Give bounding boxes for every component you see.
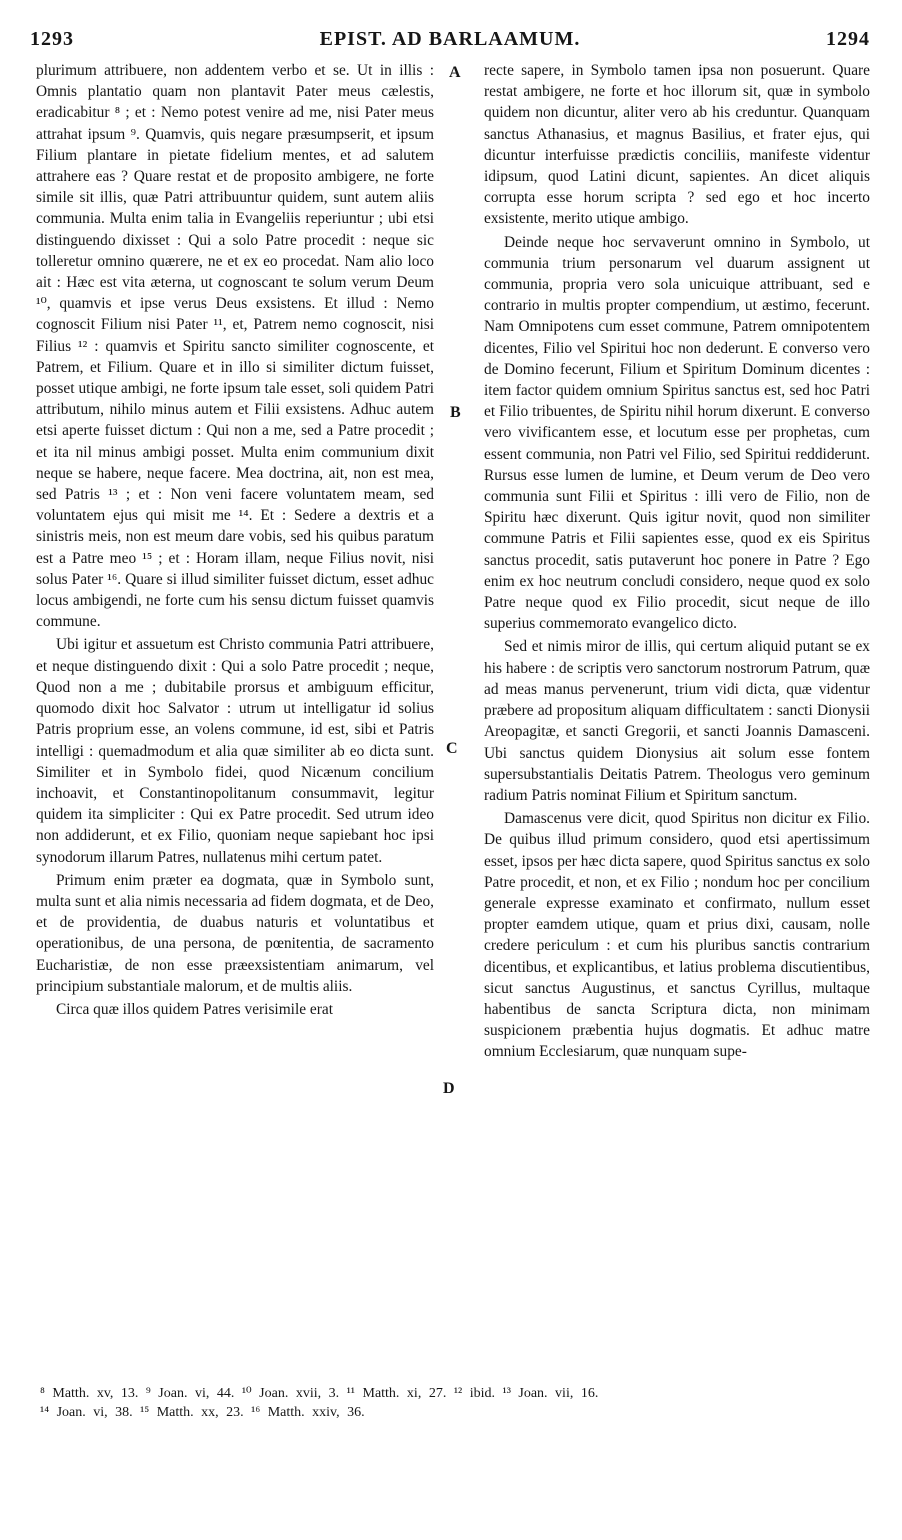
left-paragraph-2: Ubi igitur et assuetum est Christo communia Patri attribuere, et neque distinguendo dixit : Qui a solo Patre procedit ; neque, Quod non a me ; dubitabile prorsus et ambiguum efficitur, quomodo dixit hoc Salvator : utrum ut intelligatur id solius Patris proprium esse, an volens commune, id est, sibi et Patris intelligi : quemadmodum et alia quæ similiter ab eo dicta sunt. Similiter et in Symbolo fidei, quod Nicænum concilium inchoavit, et Constantinopolitanum consummavit, legitur quidem ita simpliciter : Qui ex Patre procedit. Sed utrum ideo non addiderunt, et ex Filio, quoniam neque sapiebant hoc ipsi synodorum illarum Patres, nullatenus mihi certum patet.	[36, 636, 434, 866]
section-marker-b: B	[450, 404, 461, 421]
section-marker-c: C	[446, 740, 458, 757]
footnote-line-1: ⁸ Matth. xv, 13. ⁹ Joan. vi, 44. ¹⁰ Joan. xvii, 3. ¹¹ Matth. xi, 27. ¹² ibid. ¹³ Joan. vii, 16.	[40, 1386, 599, 1401]
left-paragraph-1: plurimum attribuere, non addentem verbo et se. Ut in illis : Omnis plantatio quam non plantavit Pater meus cælestis, eradicabitur ⁸ ; et : Nemo potest venire ad me, nisi Pater meus attrahat ipsum ⁹. Quamvis, quis negare præsumpserit, et ipsum Filium plantare in pietate fidelium mentes, et ad salutem attrahere eas ? Quare restat et de proposito ambigere, ne forte simile sit illis, quæ Patri attribuuntur quidem, sunt autem aliis communia. Multa enim talia in Evangeliis reperiuntur ; ubi etsi distinguendo dixisset : Qui a solo Patre procedit : neque sic tolleretur omnino quærere, ne et ex eo procedat. Nam alio loco ait : Hæc est vita æterna, ut cognoscant te solum verum Deum ¹⁰, quamvis et ipse verus Deus exsistens. Et illud : Nemo cognoscit Filium nisi Pater ¹¹, et, Patrem nemo cognoscit, nisi Filius ¹² : quamvis et Spiritu sancto similiter cognoscente, et Patrem, et Filium. Quare et in illo si similiter dictum fuisset, posset utique ambigi, ne forte ipsum tale esset, soli quidem Patri attributum, nihilo minus autem et Filii exsistens. Adhuc autem etsi aperte fuisset dictum : Qui non a me, sed a Patre procedit ; et ita nil minus ambigi posset. Multa enim communium dixit neque se habere, neque facere. Mea doctrina, ait, non est mea, sed Patris ¹³ ; et : Non veni facere voluntatem meam, sed voluntatem ejus qui misit me ¹⁴. Et : Sedere a dextris et a sinistris meis, non est meum dare vobis, sed his quibus paratum est a Patre meo ¹⁵ ; et : Horam illam, neque Filius novit, nisi solus Pater ¹⁶. Quare si illud similiter fuisset dictum, esset adhuc locus ambigendi, ne forte cum his sensu dictum fuisset quamvis commune.	[36, 62, 434, 631]
running-title: EPIST. AD BARLAAMUM.	[319, 28, 581, 50]
footnote-line-2: ¹⁴ Joan. vi, 38. ¹⁵ Matth. xx, 23. ¹⁶ Matth. xxiv, 36.	[40, 1405, 365, 1420]
right-paragraph-1: recte sapere, in Symbolo tamen ipsa non posuerunt. Quare restat ambigere, ne forte et hoc illorum sit, quæ in symbolo quidem non dicuntur, aliter vero ab his creduntur. Quanquam sanctus Athanasius, et magnus Basilius, et frater ejus, qui dicuntur interfuisse prædictis conciliis, manifeste videntur idipsum, quod Latini dicunt, sapientes. An dicet aliquis corrupta esse horum scripta ? sed ego et hoc incerto exsistente, merito utique ambigo.	[484, 62, 870, 228]
section-marker-d: D	[443, 1080, 455, 1097]
left-column	[36, 60, 434, 1020]
right-paragraph-3: Sed et nimis miror de illis, qui certum aliquid putant se ex his habere : de scriptis vero sanctorum nostrorum Patrum, quæ ad meas manus pervenerunt, trium vidi dicta, quæ videntur præbere ad propositum aliquam difficultatem : sancti Dionysii Areopagitæ, et sancti Gregorii, et sancti Joannis Damasceni. Ubi sanctus quidem Dionysius ait solum esse fontem supersubstantialis Deitatis Patrem. Theologus vero geminum radium Patris nominat Filium et Spiritum sanctum.	[484, 638, 870, 804]
page-number-right: 1294	[826, 28, 870, 50]
left-paragraph-3: Primum enim præter ea dogmata, quæ in Symbolo sunt, multa sunt et alia nimis necessaria ad fidem dogmata, et de Deo, et de providentia, de duabus naturis et voluntatibus et operationibus, de una persona, de pœnitentia, de sacramento Eucharistiæ, de non esse præexsistentiam animarum, vel principium substantiale malorum, et de multis aliis.	[36, 871, 434, 995]
left-paragraph-4: Circa quæ illos quidem Patres verisimile erat	[56, 1000, 333, 1018]
footnotes	[40, 1384, 870, 1422]
right-paragraph-4: Damascenus vere dicit, quod Spiritus non dicitur ex Filio. De quibus illud primum considero, quod etsi apertissimum esset, ipsos per hæc dicta sapere, quod Spiritus sanctus ex solo Patre procedit, et non, et ex Filio ; nondum hoc per concilium generale expresse examinato et confirmato, nullum esset propter eamdem utique, quam et prius dixi, causam, nolle credere periculum : et cum his pluribus sanctis contrarium dicentibus, et explicantibus, et latius problema discutientibus, sicut sanctus Augustinus, et sanctus Cyrillus, multaque habentibus de sancta Scriptura dicta, non minimam suspicionem præbentia hujus dogmatis. Et adhuc matre omnium Ecclesiarum, quæ nunquam supe-	[484, 810, 870, 1061]
running-header	[30, 28, 870, 54]
section-marker-a: A	[449, 64, 461, 81]
right-column	[484, 60, 870, 1063]
right-paragraph-2: Deinde neque hoc servaverunt omnino in Symbolo, ut communia trium personarum vel duarum assignent ut communia, propria vero sola unicuique attribuant, sed e contrario in multis propter compendium, ut æstimo, fecerunt. Nam Omnipotens cum esset commune, Patrem omnipotentem dicentes, Filio vel Spiritui hoc non dederunt. E converso vero de Domino fecerunt, Filium et Spiritum Dominum dicentes : item factor quidem omnium Spiritus sanctus est, sed hoc Patri et Filio tribuentes, de Spiritu nihil horum dixerunt. E converso vero vivificantem esse, et locutum esse per prophetas, cum essent communia, non Patri vel Filio, sed Spiritui reddiderunt. Rursus esse lumen de lumine, et Deum verum de Deo vero communia sunt Filii et Spiritus : illi vero de Filio, non de Spiritu hæc dixerunt. Quis igitur novit, quod non similiter commune Patris et Filii sapientes esse, quod ex eis Spiritus sanctus procedit, satis putaverunt hoc ponere in Patre ? Ego enim ex hoc neutrum concludi considero, neque quod ex solo Patre neque quod ex Filio procedit, sicut neque de illo superius commemorato evangelico dicto.	[484, 233, 870, 633]
page-number-left: 1293	[30, 28, 74, 50]
